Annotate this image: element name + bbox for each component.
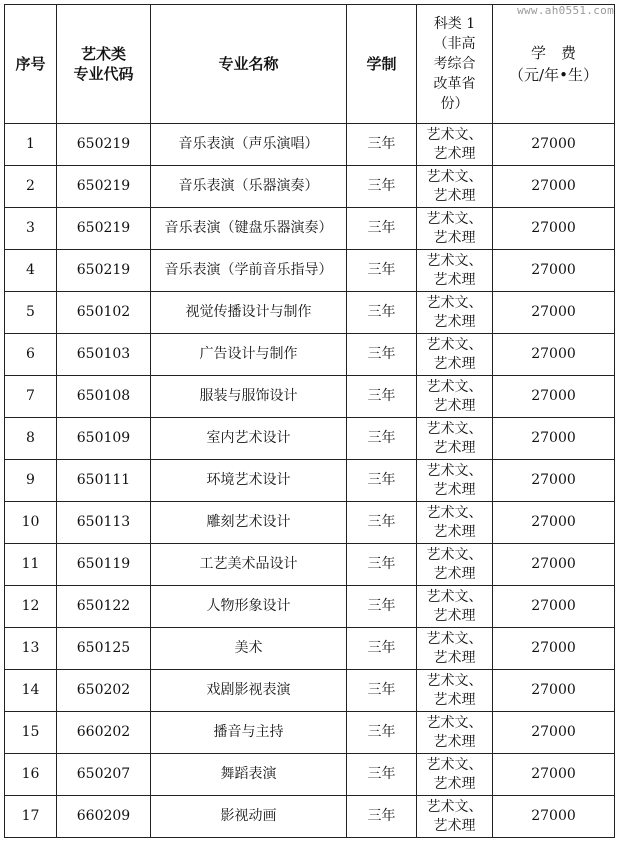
fee-cell: 27000 <box>493 166 615 208</box>
category-line-2: 艺术理 <box>433 145 476 162</box>
majors-table <box>4 4 615 838</box>
header-category-line5: 份） <box>440 96 469 112</box>
code-cell: 650207 <box>57 754 151 796</box>
seq-cell: 13 <box>5 628 57 670</box>
length-cell: 三年 <box>347 250 417 292</box>
watermark-text: www.ah0551.com <box>517 4 614 17</box>
table-row <box>5 250 615 292</box>
category-line-2: 艺术理 <box>433 355 476 372</box>
length-cell: 三年 <box>347 334 417 376</box>
major-name-cell: 服装与服饰设计 <box>151 376 347 418</box>
category-line-1: 艺术文、 <box>426 294 483 311</box>
fee-cell: 27000 <box>493 418 615 460</box>
header-category-line3: 考综合 <box>433 56 476 72</box>
fee-cell: 27000 <box>493 376 615 418</box>
category-line-2: 艺术理 <box>433 523 476 540</box>
code-cell: 650119 <box>57 544 151 586</box>
code-cell: 650109 <box>57 418 151 460</box>
category-line-1: 艺术文、 <box>426 252 483 269</box>
table-row <box>5 208 615 250</box>
major-name-cell: 室内艺术设计 <box>151 418 347 460</box>
seq-cell: 15 <box>5 712 57 754</box>
seq-cell: 7 <box>5 376 57 418</box>
table-row <box>5 376 615 418</box>
table-row <box>5 418 615 460</box>
table-row <box>5 460 615 502</box>
fee-cell: 27000 <box>493 628 615 670</box>
seq-cell: 4 <box>5 250 57 292</box>
category-line-2: 艺术理 <box>433 439 476 456</box>
table-row <box>5 586 615 628</box>
length-cell: 三年 <box>347 544 417 586</box>
category-cell <box>417 292 493 334</box>
code-cell: 650125 <box>57 628 151 670</box>
table-row <box>5 334 615 376</box>
table-row <box>5 502 615 544</box>
category-line-1: 艺术文、 <box>426 630 483 647</box>
category-cell <box>417 418 493 460</box>
seq-cell: 16 <box>5 754 57 796</box>
table-body <box>5 124 615 838</box>
header-code <box>57 5 151 124</box>
fee-cell: 27000 <box>493 544 615 586</box>
seq-cell: 6 <box>5 334 57 376</box>
category-line-1: 艺术文、 <box>426 420 483 437</box>
fee-cell: 27000 <box>493 754 615 796</box>
category-line-2: 艺术理 <box>433 691 476 708</box>
fee-cell: 27000 <box>493 250 615 292</box>
category-line-1: 艺术文、 <box>426 126 483 143</box>
table-row <box>5 292 615 334</box>
fee-cell: 27000 <box>493 796 615 838</box>
fee-cell: 27000 <box>493 208 615 250</box>
header-code-line2: 专业代码 <box>73 65 134 83</box>
seq-cell: 17 <box>5 796 57 838</box>
category-line-2: 艺术理 <box>433 397 476 414</box>
header-fee-line1: 学 费 <box>530 44 576 62</box>
category-cell <box>417 712 493 754</box>
code-cell: 650219 <box>57 166 151 208</box>
header-category-line1: 科类 1 <box>433 16 476 32</box>
code-cell: 660209 <box>57 796 151 838</box>
code-cell: 650219 <box>57 208 151 250</box>
major-name-cell: 视觉传播设计与制作 <box>151 292 347 334</box>
category-cell <box>417 502 493 544</box>
category-cell <box>417 250 493 292</box>
category-line-1: 艺术文、 <box>426 588 483 605</box>
code-cell: 650102 <box>57 292 151 334</box>
length-cell: 三年 <box>347 754 417 796</box>
table-row <box>5 544 615 586</box>
category-line-2: 艺术理 <box>433 313 476 330</box>
seq-cell: 1 <box>5 124 57 166</box>
fee-cell: 27000 <box>493 502 615 544</box>
code-cell: 650113 <box>57 502 151 544</box>
major-name-cell: 雕刻艺术设计 <box>151 502 347 544</box>
code-cell: 650219 <box>57 124 151 166</box>
code-cell: 650219 <box>57 250 151 292</box>
major-name-cell: 舞蹈表演 <box>151 754 347 796</box>
table-row <box>5 166 615 208</box>
header-fee-line2: （元/年•生） <box>509 66 598 84</box>
fee-cell: 27000 <box>493 292 615 334</box>
header-fee <box>493 5 615 124</box>
category-cell <box>417 124 493 166</box>
seq-cell: 8 <box>5 418 57 460</box>
major-name-cell: 环境艺术设计 <box>151 460 347 502</box>
category-line-1: 艺术文、 <box>426 756 483 773</box>
length-cell: 三年 <box>347 460 417 502</box>
category-line-2: 艺术理 <box>433 733 476 750</box>
major-name-cell: 工艺美术品设计 <box>151 544 347 586</box>
category-line-1: 艺术文、 <box>426 798 483 815</box>
major-name-cell: 音乐表演（声乐演唱） <box>151 124 347 166</box>
code-cell: 650122 <box>57 586 151 628</box>
seq-cell: 12 <box>5 586 57 628</box>
category-line-2: 艺术理 <box>433 187 476 204</box>
category-line-2: 艺术理 <box>433 817 476 834</box>
major-name-cell: 音乐表演（乐器演奏） <box>151 166 347 208</box>
code-cell: 660202 <box>57 712 151 754</box>
category-line-2: 艺术理 <box>433 607 476 624</box>
category-line-1: 艺术文、 <box>426 462 483 479</box>
category-line-2: 艺术理 <box>433 229 476 246</box>
fee-cell: 27000 <box>493 460 615 502</box>
code-cell: 650103 <box>57 334 151 376</box>
length-cell: 三年 <box>347 712 417 754</box>
seq-cell: 3 <box>5 208 57 250</box>
category-cell <box>417 460 493 502</box>
header-seq: 序号 <box>5 5 57 124</box>
length-cell: 三年 <box>347 208 417 250</box>
length-cell: 三年 <box>347 166 417 208</box>
header-length: 学制 <box>347 5 417 124</box>
code-cell: 650111 <box>57 460 151 502</box>
category-cell <box>417 208 493 250</box>
table-row <box>5 796 615 838</box>
category-line-1: 艺术文、 <box>426 378 483 395</box>
category-line-1: 艺术文、 <box>426 546 483 563</box>
category-line-1: 艺术文、 <box>426 672 483 689</box>
fee-cell: 27000 <box>493 670 615 712</box>
length-cell: 三年 <box>347 586 417 628</box>
seq-cell: 5 <box>5 292 57 334</box>
length-cell: 三年 <box>347 292 417 334</box>
major-name-cell: 广告设计与制作 <box>151 334 347 376</box>
fee-cell: 27000 <box>493 334 615 376</box>
category-line-2: 艺术理 <box>433 271 476 288</box>
category-line-1: 艺术文、 <box>426 210 483 227</box>
major-name-cell: 音乐表演（学前音乐指导） <box>151 250 347 292</box>
length-cell: 三年 <box>347 502 417 544</box>
length-cell: 三年 <box>347 418 417 460</box>
category-line-2: 艺术理 <box>433 565 476 582</box>
major-name-cell: 音乐表演（键盘乐器演奏） <box>151 208 347 250</box>
category-line-1: 艺术文、 <box>426 504 483 521</box>
major-name-cell: 人物形象设计 <box>151 586 347 628</box>
table-row <box>5 628 615 670</box>
category-cell <box>417 628 493 670</box>
category-cell <box>417 166 493 208</box>
fee-cell: 27000 <box>493 712 615 754</box>
category-line-2: 艺术理 <box>433 481 476 498</box>
category-line-1: 艺术文、 <box>426 336 483 353</box>
major-name-cell: 播音与主持 <box>151 712 347 754</box>
length-cell: 三年 <box>347 796 417 838</box>
table-row <box>5 754 615 796</box>
length-cell: 三年 <box>347 124 417 166</box>
category-line-2: 艺术理 <box>433 649 476 666</box>
major-name-cell: 美术 <box>151 628 347 670</box>
major-name-cell: 影视动画 <box>151 796 347 838</box>
seq-cell: 2 <box>5 166 57 208</box>
category-line-1: 艺术文、 <box>426 714 483 731</box>
length-cell: 三年 <box>347 670 417 712</box>
header-name: 专业名称 <box>151 5 347 124</box>
table-row <box>5 670 615 712</box>
category-line-1: 艺术文、 <box>426 168 483 185</box>
code-cell: 650202 <box>57 670 151 712</box>
category-cell <box>417 796 493 838</box>
header-code-line1: 艺术类 <box>80 45 126 63</box>
length-cell: 三年 <box>347 628 417 670</box>
category-cell <box>417 376 493 418</box>
major-name-cell: 戏剧影视表演 <box>151 670 347 712</box>
seq-cell: 9 <box>5 460 57 502</box>
category-cell <box>417 334 493 376</box>
category-cell <box>417 586 493 628</box>
header-category <box>417 5 493 124</box>
seq-cell: 14 <box>5 670 57 712</box>
code-cell: 650108 <box>57 376 151 418</box>
header-row <box>5 5 615 124</box>
category-cell <box>417 754 493 796</box>
length-cell: 三年 <box>347 376 417 418</box>
fee-cell: 27000 <box>493 586 615 628</box>
category-cell <box>417 544 493 586</box>
table-row <box>5 712 615 754</box>
header-category-line2: （非高 <box>433 36 476 52</box>
category-cell <box>417 670 493 712</box>
table-row <box>5 124 615 166</box>
seq-cell: 11 <box>5 544 57 586</box>
category-line-2: 艺术理 <box>433 775 476 792</box>
header-category-line4: 改革省 <box>433 76 476 92</box>
seq-cell: 10 <box>5 502 57 544</box>
fee-cell: 27000 <box>493 124 615 166</box>
